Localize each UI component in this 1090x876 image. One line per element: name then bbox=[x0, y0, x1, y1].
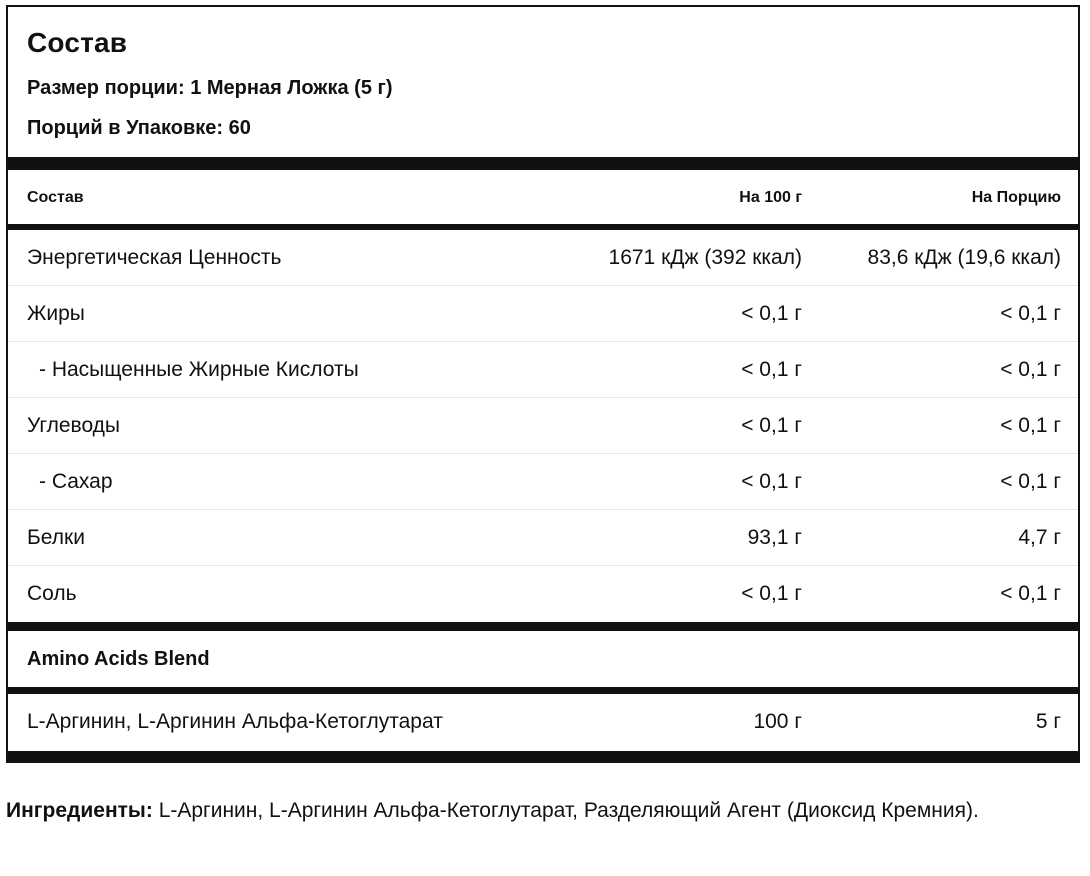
table-row bbox=[8, 694, 1078, 750]
nutrient-name: Углеводы bbox=[27, 414, 121, 437]
table-row bbox=[8, 230, 1078, 286]
ingredients-text bbox=[6, 794, 1006, 828]
nutrition-panel bbox=[6, 5, 1080, 763]
blend-item-per-100: 100 г bbox=[753, 710, 802, 733]
header-per-100: На 100 г bbox=[739, 189, 802, 206]
table-row bbox=[8, 342, 1078, 398]
nutrient-per-serving: < 0,1 г bbox=[1000, 582, 1061, 605]
nutrient-name: Жиры bbox=[27, 302, 85, 325]
nutrient-per-serving: < 0,1 г bbox=[1000, 358, 1061, 381]
nutrient-per-serving: < 0,1 г bbox=[1000, 302, 1061, 325]
panel-title: Состав bbox=[27, 27, 128, 58]
header-name: Состав bbox=[27, 189, 84, 206]
nutrient-per-serving: < 0,1 г bbox=[1000, 470, 1061, 493]
nutrient-per-100: 93,1 г bbox=[747, 526, 802, 549]
nutrient-per-100: < 0,1 г bbox=[741, 582, 802, 605]
blend-item-name: L-Аргинин, L-Аргинин Альфа-Кетоглутарат bbox=[27, 710, 443, 733]
table-row bbox=[8, 398, 1078, 454]
nutrient-name: Соль bbox=[27, 582, 77, 605]
nutrient-per-100: < 0,1 г bbox=[741, 414, 802, 437]
nutrient-name: Белки bbox=[27, 526, 85, 549]
blend-item-per-serving: 5 г bbox=[1035, 710, 1061, 733]
nutrient-per-100: < 0,1 г bbox=[741, 470, 802, 493]
section-divider bbox=[8, 622, 1078, 631]
ingredients-list: L-Аргинин, L-Аргинин Альфа-Кетоглутарат, Разделяющий Агент (Диоксид Кремния). bbox=[152, 799, 979, 822]
nutrient-name: - Сахар bbox=[39, 470, 113, 493]
thick-divider bbox=[8, 157, 1078, 170]
table-row bbox=[8, 454, 1078, 510]
nutrient-name: - Насыщенные Жирные Кислоты bbox=[39, 358, 359, 381]
ingredients-label: Ингредиенты: bbox=[6, 799, 153, 822]
nutrient-per-serving: < 0,1 г bbox=[1000, 414, 1061, 437]
nutrient-per-serving: 83,6 кДж (19,6 ккал) bbox=[867, 246, 1061, 269]
nutrient-per-100: < 0,1 г bbox=[741, 302, 802, 325]
servings-per-container: Порций в Упаковке: 60 bbox=[27, 117, 251, 139]
nutrient-per-100: 1671 кДж (392 ккал) bbox=[608, 246, 802, 269]
blend-divider bbox=[8, 687, 1078, 694]
nutrient-per-100: < 0,1 г bbox=[741, 358, 802, 381]
table-row bbox=[8, 286, 1078, 342]
bottom-divider bbox=[8, 751, 1078, 761]
nutrient-name: Энергетическая Ценность bbox=[27, 246, 282, 269]
table-row bbox=[8, 510, 1078, 566]
header-per-serving: На Порцию bbox=[971, 189, 1061, 206]
table-header bbox=[8, 170, 1078, 226]
blend-title: Amino Acids Blend bbox=[27, 648, 210, 670]
nutrient-per-serving: 4,7 г bbox=[1018, 526, 1061, 549]
table-row bbox=[8, 566, 1078, 622]
serving-size: Размер порции: 1 Мерная Ложка (5 г) bbox=[27, 77, 393, 99]
